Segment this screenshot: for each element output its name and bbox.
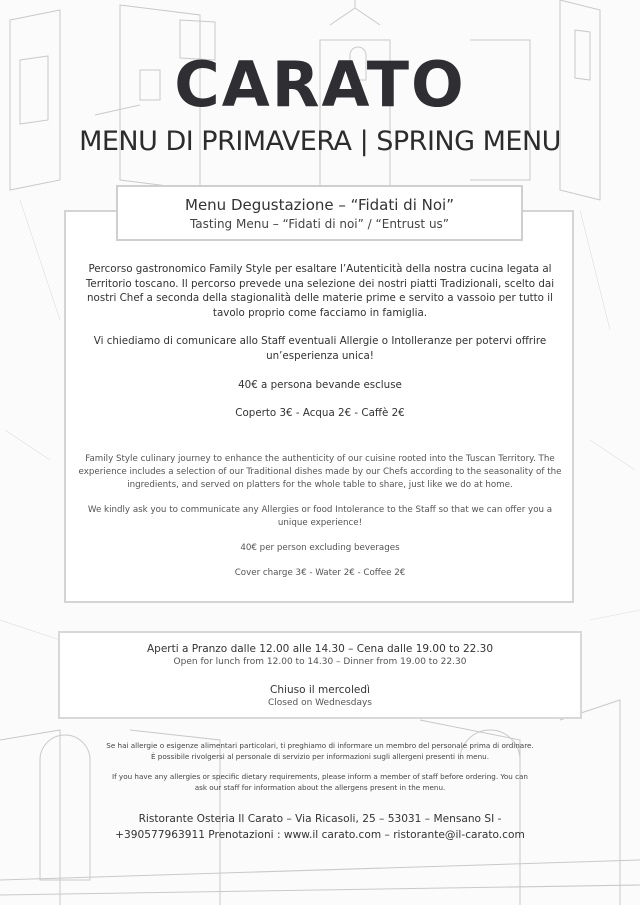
disclaimer-it: Se hai allergie o esigenze alimentari particolari, ti preghiamo di informare un membro del personale prima di ordinare. È possibile rivolgersi al personale di servizio per informazioni sugli allergeni presenti in menu. (106, 741, 534, 761)
tasting-menu-title-box (116, 185, 523, 241)
restaurant-contact-footer (100, 811, 540, 843)
opening-hours-box (58, 631, 582, 719)
english-price: 40€ per person excluding beverages (240, 543, 400, 553)
footer-contacts: +390577963911 Prenotazioni : www.il carato.com – ristorante@il-carato.com (115, 829, 525, 841)
english-extras: Cover charge 3€ - Water 2€ - Coffee 2€ (234, 568, 406, 578)
footer-address: Ristorante Osteria Il Carato – Via Ricasoli, 25 – 53031 – Mensano SI - (138, 813, 502, 825)
opening-hours-en: Open for lunch from 12.00 to 14.30 – Dinner from 19.00 to 22.30 (173, 657, 467, 667)
allergen-disclaimer (105, 740, 535, 802)
tasting-menu-title-en: Tasting Menu – “Fidati di noi” / “Entrust us” (189, 217, 450, 231)
italian-intro: Percorso gastronomico Family Style per esaltare l’Autenticità della nostra cucina legata al Territorio toscano. Il percorso prevede una selezione dei nostri piatti Tradizionali, scelto dai nostri Chef a seconda della stagionalità delle materie prime e servito a vassoio per tutto il tavolo proprio come facciamo in famiglia. (85, 263, 555, 319)
italian-allergy-note: Vi chiediamo di comunicare allo Staff eventuali Allergie o Intolleranze per potervi offrire un’esperienza unica! (93, 335, 547, 362)
italian-price: 40€ a persona bevande escluse (238, 378, 402, 391)
disclaimer-en: If you have any allergies or specific dietary requirements, please inform a member of staff before ordering. You can ask our staff for information about the allergens present in the menu. (112, 772, 528, 792)
italian-extras: Coperto 3€ - Acqua 2€ - Caffè 2€ (235, 407, 405, 420)
english-allergy-note: We kindly ask you to communicate any Allergies or food Intolerance to the Staff so that we can offer you a unique experience! (87, 505, 553, 528)
closing-day-en: Closed on Wednesdays (268, 698, 372, 708)
menu-title: MENU DI PRIMAVERA | SPRING MENU (79, 126, 561, 157)
english-intro: Family Style culinary journey to enhance the authenticity of our cuisine rooted into the Tuscan Territory. The experience includes a selection of our Traditional dishes made by our Chefs according to the seasonality of the ingredients, and served on platters for the whole table to share, just like we do at home. (78, 454, 562, 490)
italian-description (80, 262, 560, 435)
tasting-menu-title-it: Menu Degustazione – “Fidati di Noi” (185, 196, 454, 214)
restaurant-logo: CARATO (174, 48, 466, 121)
closing-day-it: Chiuso il mercoledì (270, 684, 370, 696)
english-description (72, 453, 568, 592)
opening-hours-it: Aperti a Pranzo dalle 12.00 alle 14.30 – Cena dalle 19.00 to 22.30 (146, 643, 494, 655)
